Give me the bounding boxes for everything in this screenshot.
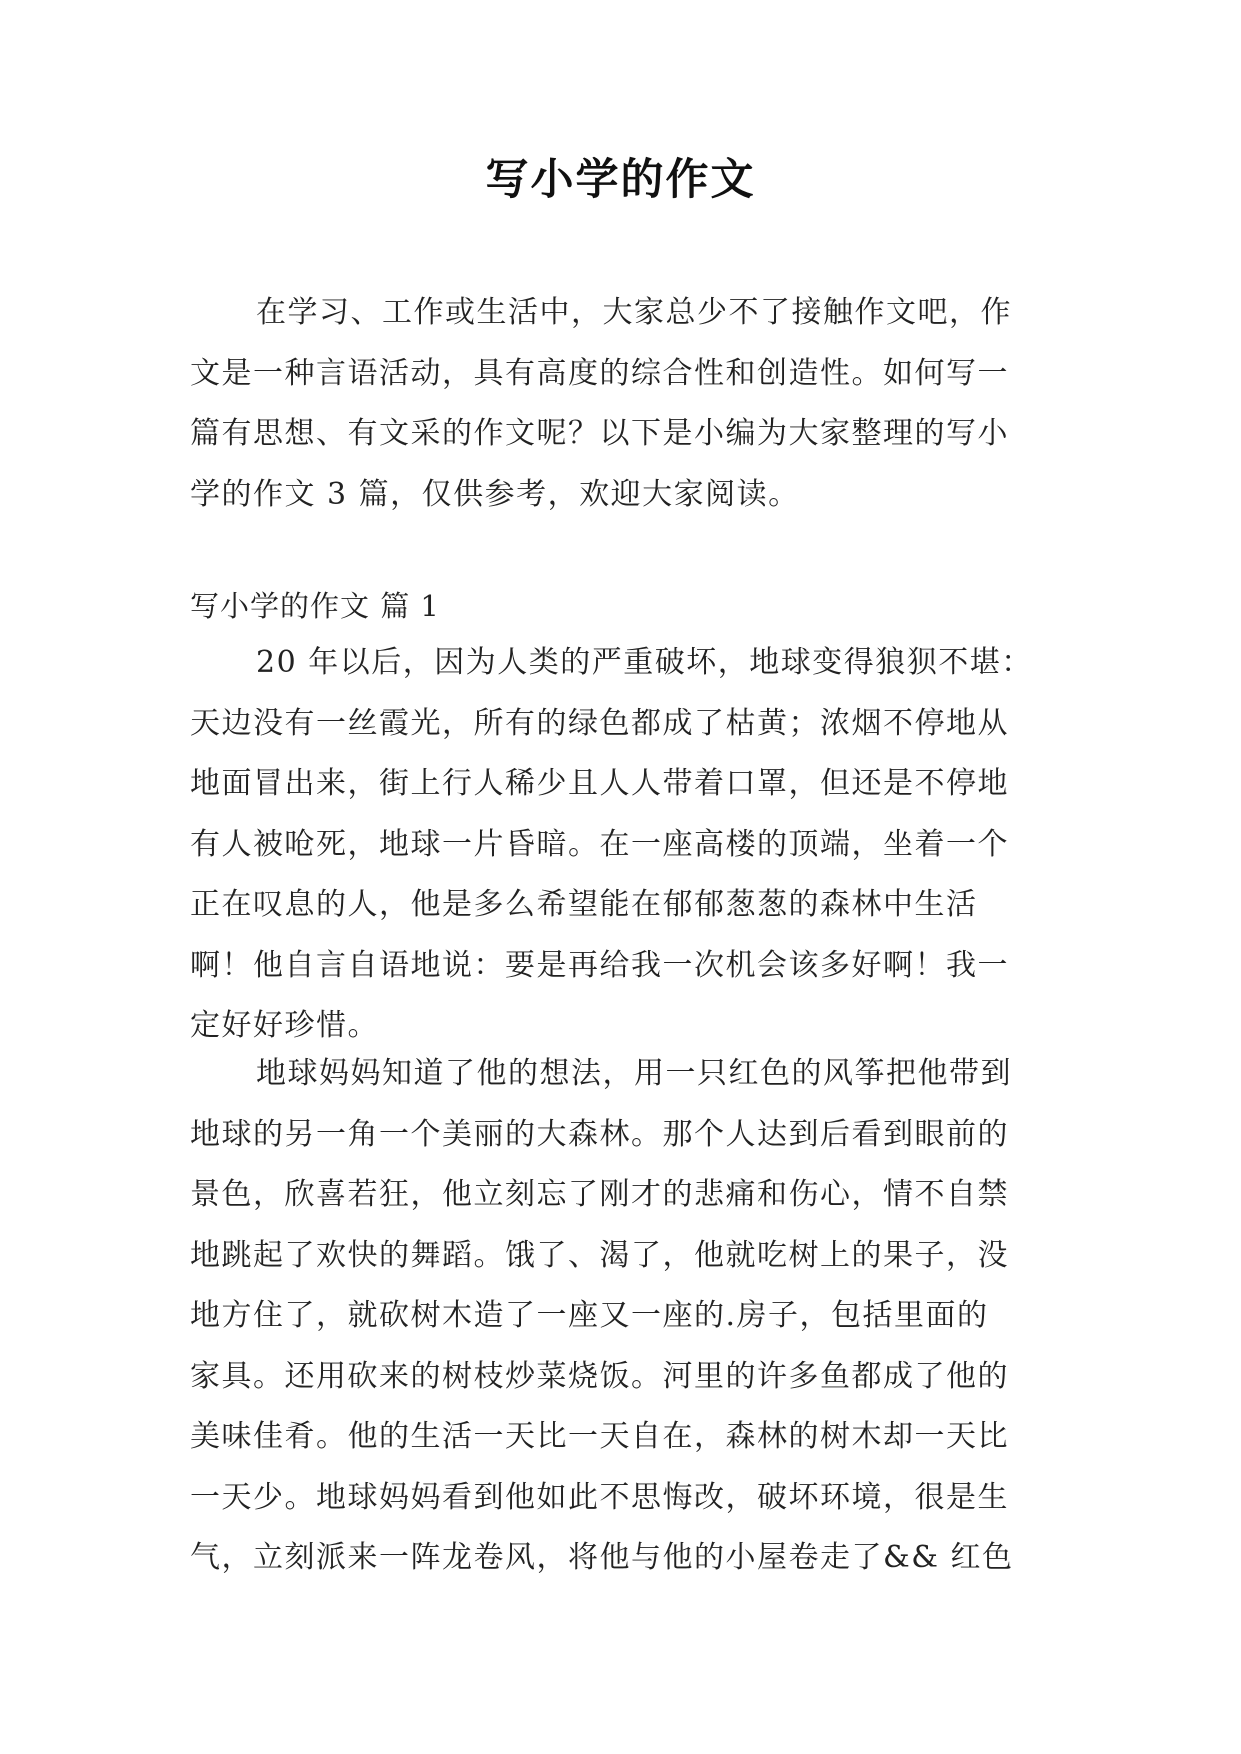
intro-line: 学的作文 3 篇，仅供参考，欢迎大家阅读。 <box>190 476 800 512</box>
paragraph-2 <box>190 1044 1050 1589</box>
paragraph-line: 景色，欣喜若狂，他立刻忘了刚才的悲痛和伤心，情不自禁 <box>190 1177 1009 1212</box>
paragraph-line: 美味佳肴。他的生活一天比一天自在，森林的树木却一天比 <box>190 1419 1009 1454</box>
paragraph-line: 正在叹息的人，他是多么希望能在郁郁葱葱的森林中生活 <box>190 887 978 922</box>
paragraph-line: 地跳起了欢快的舞蹈。饿了、渴了，他就吃树上的果子，没 <box>190 1237 1009 1273</box>
paragraph-line: 有人被呛死，地球一片昏暗。在一座高楼的顶端，坐着一个 <box>190 826 1009 862</box>
paragraph-line: 一天少。地球妈妈看到他如此不思悔改，破坏环境，很是生 <box>190 1479 1009 1515</box>
intro-line: 在学习、工作或生活中，大家总少不了接触作文吧，作 <box>256 295 1012 330</box>
paragraph-line: 啊！他自言自语地说：要是再给我一次机会该多好啊！我一 <box>190 947 1009 983</box>
paragraph-line: 定好好珍惜。 <box>190 1008 379 1043</box>
paragraph-line: 家具。还用砍来的树枝炒菜烧饭。河里的许多鱼都成了他的 <box>190 1358 1009 1394</box>
intro-paragraph <box>190 283 1050 525</box>
paragraph-1 <box>190 633 1050 1057</box>
intro-line: 文是一种言语活动，具有高度的综合性和创造性。如何写一 <box>190 355 1009 391</box>
paragraph-line: 地方住了，就砍树木造了一座又一座的.房子，包括里面的 <box>190 1298 989 1333</box>
section-heading: 写小学的作文 篇 1 <box>190 589 440 623</box>
paragraph-line: 20 年以后，因为人类的严重破坏，地球变得狼狈不堪： <box>256 645 1033 680</box>
paragraph-line: 地面冒出来，街上行人稀少且人人带着口罩，但还是不停地 <box>190 766 1009 801</box>
document-title: 写小学的作文 <box>485 155 756 205</box>
paragraph-line: 天边没有一丝霞光，所有的绿色都成了枯黄；浓烟不停地从 <box>190 705 1009 741</box>
intro-line: 篇有思想、有文采的作文呢？以下是小编为大家整理的写小 <box>190 416 1009 451</box>
paragraph-line: 地球的另一角一个美丽的大森林。那个人达到后看到眼前的 <box>190 1116 1009 1152</box>
paragraph-line: 气，立刻派来一阵龙卷风，将他与他的小屋卷走了&& 红色 <box>190 1540 1014 1575</box>
paragraph-line: 地球妈妈知道了他的想法，用一只红色的风筝把他带到 <box>256 1056 1012 1091</box>
